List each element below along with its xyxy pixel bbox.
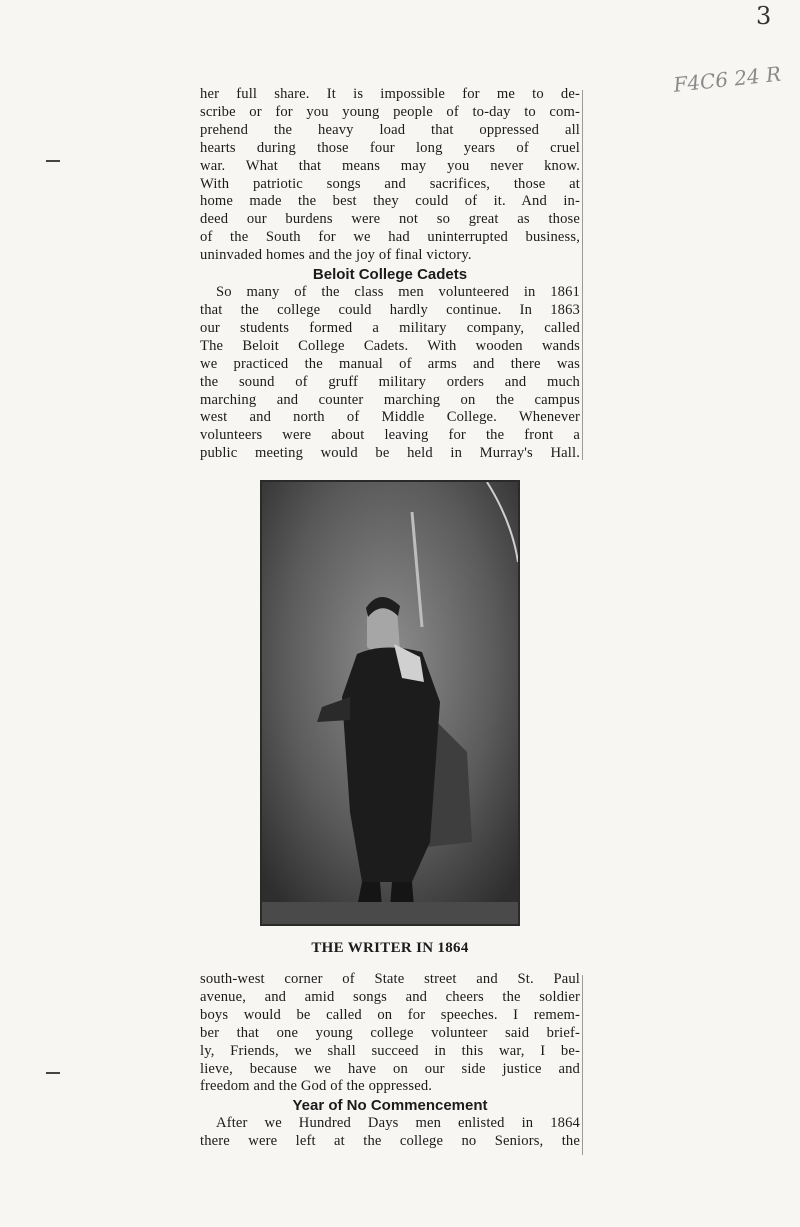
text-line: boys would be called on for speeches. I remem- [200,1006,580,1023]
text-line: hearts during those four long years of cruel [200,139,580,156]
text-line: So many of the class men volunteered in 1861 [216,284,580,301]
text-line: After we Hundred Days men enlisted in 1864 [216,1115,580,1132]
text-line: With patriotic songs and sacrifices, those at [200,175,580,192]
text-line: of the South for we had uninterrupted business, [200,229,580,246]
margin-mark [46,1072,60,1074]
column-rule [582,90,583,460]
portrait-illustration [262,482,518,924]
article-column-top [200,86,580,463]
text-line: that the college could hardly continue. In 1863 [200,301,580,318]
text-line: our students formed a military company, called [200,319,580,336]
text-line: the sound of gruff military orders and much [200,373,580,390]
text-line: marching and counter marching on the campus [200,391,580,408]
paragraph-3 [200,971,580,1096]
text-line: volunteers were about leaving for the front a [200,427,580,444]
text-line: avenue, and amid songs and cheers the soldier [200,988,580,1005]
text-line: The Beloit College Cadets. With wooden wands [200,337,580,354]
text-line: public meeting would be held in Murray's Hall. [200,445,580,462]
photo-caption: THE WRITER IN 1864 [311,940,469,956]
text-line: west and north of Middle College. Whenever [200,409,580,426]
text-line: her full share. It is impossible for me to de- [200,86,580,102]
portrait-photo [260,480,520,926]
text-line: uninvaded homes and the joy of final victory. [200,247,472,264]
subheading-beloit-college-cadets: Beloit College Cadets [312,266,468,284]
paragraph-2 [200,284,580,463]
handwritten-annotation: F4C6 24 R [672,61,783,97]
text-line: ly, Friends, we shall succeed in this war, I be- [200,1042,580,1059]
article-column-bottom [200,971,580,1151]
text-line: south-west corner of State street and St. Paul [200,971,580,987]
paragraph-4 [200,1115,580,1151]
subheading-year-of-no-commencement: Year of No Commencement [292,1097,488,1115]
page-number: 3 [756,2,772,30]
margin-mark [46,160,60,162]
text-line: we practiced the manual of arms and there was [200,355,580,372]
text-line: ber that one young college volunteer said brief- [200,1024,580,1041]
column-rule [582,975,583,1155]
text-line: prehend the heavy load that oppressed all [200,121,580,138]
text-line: lieve, because we have on our side justice and [200,1060,580,1077]
paragraph-1 [200,86,580,265]
text-line: scribe or for you young people of to-day to com- [200,103,580,120]
text-line: freedom and the God of the oppressed. [200,1078,433,1095]
text-line: home made the best they could of it. And in- [200,193,580,210]
text-line: war. What that means may you never know. [200,157,580,174]
text-line: there were left at the college no Seniors, the [200,1133,580,1150]
text-line: deed our burdens were not so great as those [200,211,580,228]
